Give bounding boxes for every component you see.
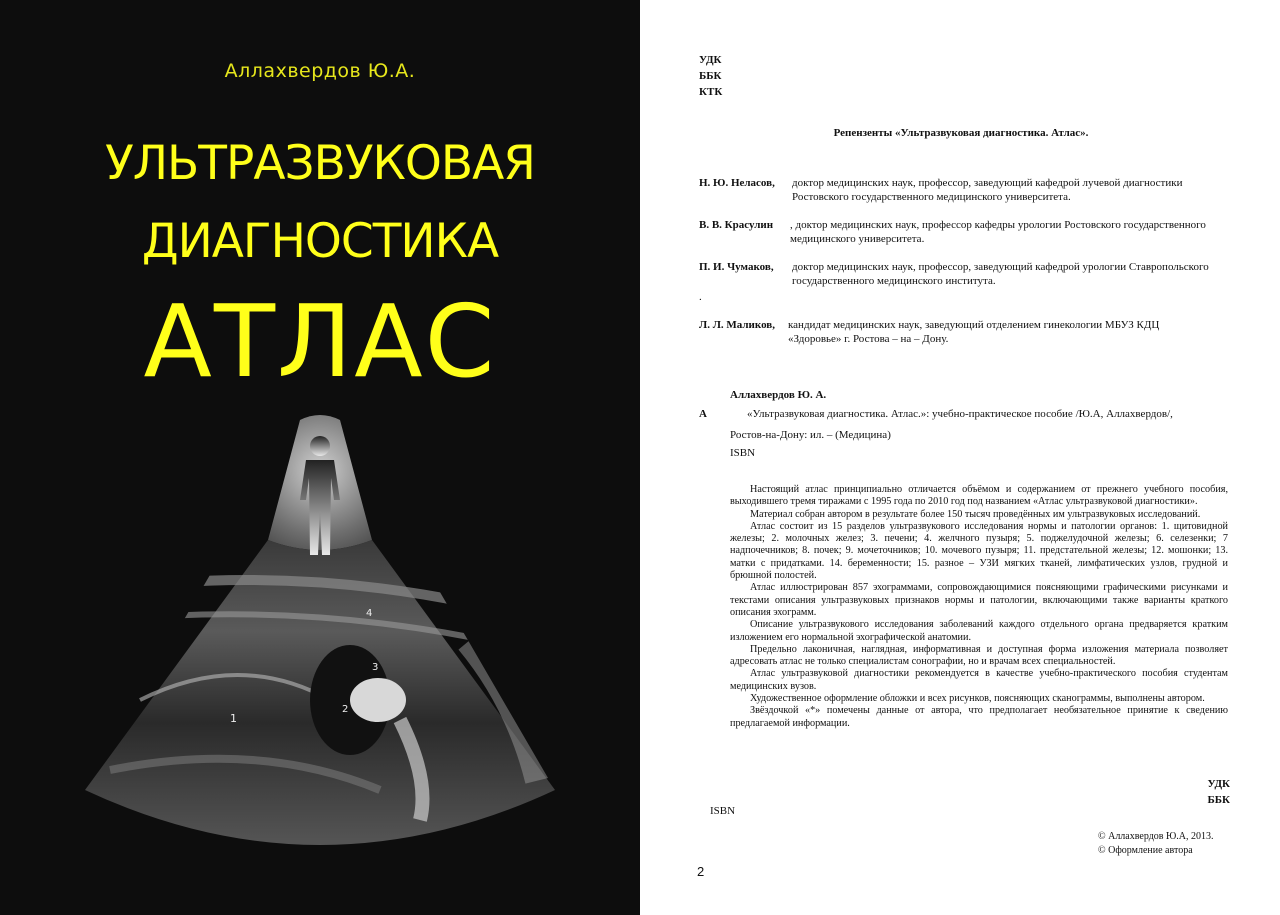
us-label-4: 4 <box>366 608 373 619</box>
cover-author: Аллахвердов Ю.А. <box>224 60 416 82</box>
annotation-paragraph: Описание ультразвукового исследования заболеваний каждого отдельного органа предваряется кратким изложением его нормальной эхографической анатомии. <box>730 619 1228 643</box>
reviewer-name: Н. Ю. Неласов, <box>699 177 775 189</box>
cover-title-line2: ДИАГНОСТИКА <box>141 214 499 269</box>
annotation-paragraph: Атлас состоит из 15 разделов ультразвукового исследования нормы и патологии органов: 1. щитовидной железы; 2. молочных желез; 3. печени; 4. желчного пузыря; 5. поджелудочной железы; 6. селезенки; 7 надпочечников; 8. почек; 9. мочеточников; 10. мочевого пузыря; 11. предстательной железы; 12. мошонки; 13. матки с придатками. 14. беременности; 15. разное – УЗИ мягких тканей, лимфатических узлов, грудной и брюшной полостей. <box>730 520 1228 582</box>
biblio-letter: А <box>699 408 707 420</box>
biblio-author: Аллахвердов Ю. А. <box>730 389 827 401</box>
reviewer-name: В. В. Красулин <box>699 219 774 231</box>
us-label-1: 1 <box>230 712 237 725</box>
bottom-isbn: ISBN <box>710 805 736 817</box>
code-bbk: ББК <box>699 70 722 82</box>
annotation-paragraph: Предельно лаконичная, наглядная, информативная и доступная форма изложения материала позволяет адресовать атлас не только специалистам сонографии, но и врачам всех специальностей. <box>730 643 1228 668</box>
cover-title-line3: АТЛАС <box>143 283 497 400</box>
stray-dot: . <box>699 291 702 303</box>
bottom-code-udk: УДК <box>1207 778 1230 790</box>
us-label-2: 2 <box>342 704 349 715</box>
code-udk: УДК <box>699 54 722 66</box>
annotation-paragraph: Материал собран автором в результате более 150 тысяч проведённых им ультразвуковых исследований. <box>750 508 1201 520</box>
reviewer-desc: доктор медицинских наук, профессор, заведующий кафедрой лучевой диагностики Ростовского государственного медицинского университета. <box>792 177 1183 204</box>
annotation-paragraph: Атлас иллюстрирован 857 эхограммами, сопровождающимися поясняющими графическими рисунками и текстами описания ультразвуковых признаков нормы и патологии, включающими также варианты краткого описания эхограмм. <box>730 582 1228 618</box>
cover-title-line1: УЛЬТРАЗВУКОВАЯ <box>105 136 535 191</box>
us-label-3: 3 <box>372 662 379 673</box>
reviewers-heading: Репензенты «Ультразвуковая диагностика. Атлас». <box>833 127 1089 139</box>
copyright-design: © Оформление автора <box>1098 845 1193 856</box>
annotation-paragraph: Звёздочкой «*» помечены данные от автора, что предполагает необязательное принятие к сведению предлагаемой информации. <box>730 705 1228 729</box>
classification-codes <box>699 52 722 100</box>
reviewer-name: П. И. Чумаков, <box>699 261 774 273</box>
bottom-codes <box>1182 776 1230 808</box>
biblio-line1: «Ультразвуковая диагностика. Атлас.»: учебно-практическое пособие /Ю.А, Аллахвердов/, <box>747 408 1173 420</box>
reviewer-name: Л. Л. Маликов, <box>699 319 775 331</box>
copyright-author: © Аллахвердов Ю.А, 2013. <box>1098 831 1214 842</box>
annotation-paragraph: Художественное оформление обложки и всех рисунков, поясняющих сканограммы, выполнены автором. <box>750 693 1205 705</box>
code-ktk: КТК <box>699 86 723 98</box>
bottom-code-bbk: ББК <box>1207 794 1230 806</box>
annotation <box>730 484 1228 730</box>
annotation-paragraph: Атлас ультразвуковой диагностики рекомендуется в качестве учебно-практического пособия студентам медицинских вузов. <box>730 668 1228 692</box>
page-number: 2 <box>697 864 705 879</box>
reviewer-desc: , доктор медицинских наук, профессор кафедры урологии Ростовского государственного медицинского университета. <box>790 219 1206 246</box>
reviewer-desc: кандидат медицинских наук, заведующий отделением гинекологии МБУЗ КДЦ «Здоровье» г. Ростова – на – Дону. <box>788 319 1160 346</box>
imprint-page <box>642 0 1280 915</box>
biblio-isbn: ISBN <box>730 447 756 459</box>
annotation-paragraph: Настоящий атлас принципиально отличается объёмом и содержанием от прежнего учебного пособия, выходившего тремя тиражами с 1995 года по 2010 год под названием «Атлас ультразвуковой диагностики». <box>730 484 1228 508</box>
reviewer-desc: доктор медицинских наук, профессор, заведующий кафедрой урологии Ставропольского государственного медицинского института. <box>792 261 1209 288</box>
biblio-line2: Ростов-на-Дону: ил. – (Медицина) <box>730 429 891 441</box>
